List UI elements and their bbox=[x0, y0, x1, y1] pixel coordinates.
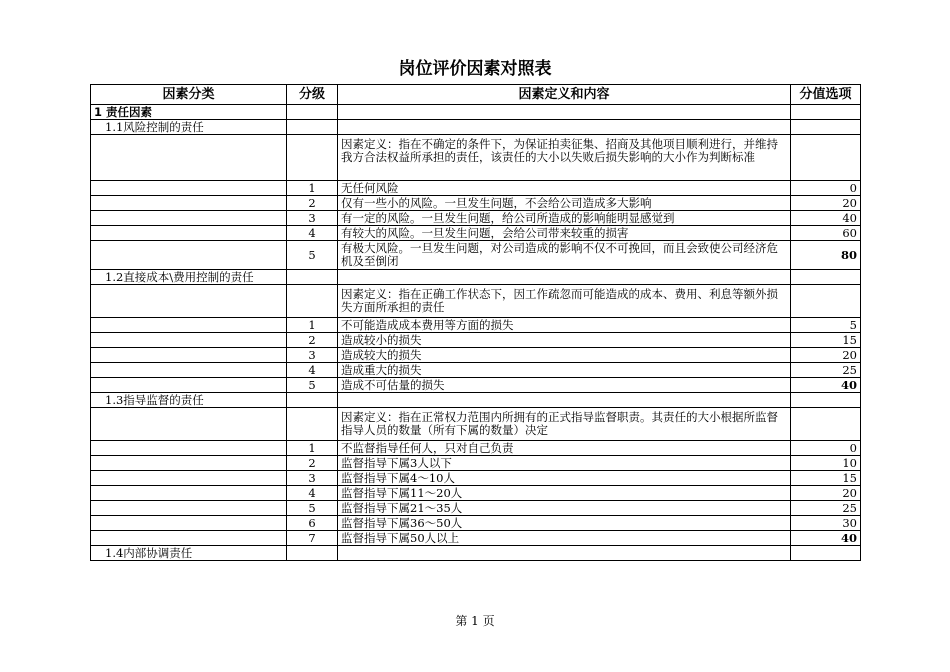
score-cell: 30 bbox=[791, 516, 861, 531]
content-cell: 监督指导下属36～50人 bbox=[338, 516, 791, 531]
score-cell: 5 bbox=[791, 318, 861, 333]
score-cell: 0 bbox=[791, 441, 861, 456]
definition-text: 因素定义：指在不确定的条件下，为保证拍卖征集、招商及其他项目顺利进行，并维持我方合法权益所承担的责任，该责任的大小以失败后损失影响的大小作为判断标准 bbox=[338, 135, 791, 181]
content-cell: 有一定的风险。一旦发生问题，给公司所造成的影响能明显感觉到 bbox=[338, 211, 791, 226]
content-cell: 造成较大的损失 bbox=[338, 348, 791, 363]
table-row bbox=[91, 226, 861, 241]
content-cell: 无任何风险 bbox=[338, 181, 791, 196]
score-cell: 20 bbox=[791, 196, 861, 211]
level-cell: 2 bbox=[287, 333, 338, 348]
content-cell: 监督指导下属3人以下 bbox=[338, 456, 791, 471]
subcategory-row bbox=[91, 270, 861, 285]
table-row bbox=[91, 348, 861, 363]
definition-row bbox=[91, 285, 861, 318]
level-cell: 5 bbox=[287, 378, 338, 393]
score-cell: 20 bbox=[791, 348, 861, 363]
level-cell: 5 bbox=[287, 241, 338, 270]
level-cell: 7 bbox=[287, 531, 338, 546]
level-cell: 3 bbox=[287, 211, 338, 226]
table-row bbox=[91, 501, 861, 516]
level-cell: 3 bbox=[287, 471, 338, 486]
definition-text: 因素定义：指在正确工作状态下，因工作疏忽而可能造成的成本、费用、利息等额外损失方面所承担的责任 bbox=[338, 285, 791, 318]
content-cell: 监督指导下属4～10人 bbox=[338, 471, 791, 486]
content-cell: 造成较小的损失 bbox=[338, 333, 791, 348]
content-cell: 造成不可估量的损失 bbox=[338, 378, 791, 393]
content-cell: 不监督指导任何人，只对自己负责 bbox=[338, 441, 791, 456]
content-cell: 造成重大的损失 bbox=[338, 363, 791, 378]
level-cell: 4 bbox=[287, 486, 338, 501]
subcategory-label: 1.3指导监督的责任 bbox=[91, 393, 287, 408]
table-row bbox=[91, 441, 861, 456]
content-cell: 监督指导下属50人以上 bbox=[338, 531, 791, 546]
level-cell: 6 bbox=[287, 516, 338, 531]
level-cell: 2 bbox=[287, 196, 338, 211]
subcategory-label: 1.4内部协调责任 bbox=[91, 546, 287, 561]
content-cell: 不可能造成成本费用等方面的损失 bbox=[338, 318, 791, 333]
score-cell: 40 bbox=[791, 531, 861, 546]
header-level: 分级 bbox=[287, 85, 338, 105]
header-category: 因素分类 bbox=[91, 85, 287, 105]
table-row bbox=[91, 531, 861, 546]
level-cell: 1 bbox=[287, 318, 338, 333]
level-cell: 5 bbox=[287, 501, 338, 516]
table-row bbox=[91, 471, 861, 486]
table-row bbox=[91, 378, 861, 393]
table-row bbox=[91, 363, 861, 378]
definition-row bbox=[91, 408, 861, 441]
table-row bbox=[91, 318, 861, 333]
score-cell: 15 bbox=[791, 333, 861, 348]
score-cell: 15 bbox=[791, 471, 861, 486]
definition-row bbox=[91, 135, 861, 181]
factor-table bbox=[90, 84, 861, 561]
content-cell: 有较大的风险。一旦发生问题，会给公司带来较重的损害 bbox=[338, 226, 791, 241]
definition-text: 因素定义：指在正常权力范围内所拥有的正式指导监督职责。其责任的大小根据所监督指导人员的数量（所有下属的数量）决定 bbox=[338, 408, 791, 441]
table-row bbox=[91, 211, 861, 226]
level-cell: 4 bbox=[287, 226, 338, 241]
score-cell: 25 bbox=[791, 363, 861, 378]
score-cell: 80 bbox=[791, 241, 861, 270]
score-cell: 25 bbox=[791, 501, 861, 516]
header-definition: 因素定义和内容 bbox=[338, 85, 791, 105]
level-cell: 3 bbox=[287, 348, 338, 363]
page-footer: 第 1 页 bbox=[455, 614, 495, 628]
subcategory-label: 1.2直接成本\费用控制的责任 bbox=[91, 270, 287, 285]
header-score: 分值选项 bbox=[791, 85, 861, 105]
score-cell: 0 bbox=[791, 181, 861, 196]
score-cell: 40 bbox=[791, 211, 861, 226]
level-cell: 1 bbox=[287, 181, 338, 196]
section-row bbox=[91, 105, 861, 120]
table-row bbox=[91, 181, 861, 196]
page-title: 岗位评价因素对照表 bbox=[398, 59, 552, 79]
table-row bbox=[91, 333, 861, 348]
subcategory-row bbox=[91, 546, 861, 561]
score-cell: 60 bbox=[791, 226, 861, 241]
section-label: 1 责任因素 bbox=[91, 105, 287, 120]
subcategory-row bbox=[91, 393, 861, 408]
content-cell: 仅有一些小的风险。一旦发生问题，不会给公司造成多大影响 bbox=[338, 196, 791, 211]
level-cell: 4 bbox=[287, 363, 338, 378]
content-cell: 监督指导下属21～35人 bbox=[338, 501, 791, 516]
table-row bbox=[91, 241, 861, 270]
score-cell: 40 bbox=[791, 378, 861, 393]
subcategory-row bbox=[91, 120, 861, 135]
header-row bbox=[91, 85, 861, 105]
level-cell: 2 bbox=[287, 456, 338, 471]
score-cell: 10 bbox=[791, 456, 861, 471]
table-row bbox=[91, 486, 861, 501]
content-cell: 有极大风险。一旦发生问题，对公司造成的影响不仅不可挽回，而且会致使公司经济危机及至倒闭 bbox=[338, 241, 791, 270]
score-cell: 20 bbox=[791, 486, 861, 501]
table-row bbox=[91, 456, 861, 471]
table-row bbox=[91, 516, 861, 531]
content-cell: 监督指导下属11～20人 bbox=[338, 486, 791, 501]
subcategory-label: 1.1风险控制的责任 bbox=[91, 120, 287, 135]
level-cell: 1 bbox=[287, 441, 338, 456]
table-row bbox=[91, 196, 861, 211]
